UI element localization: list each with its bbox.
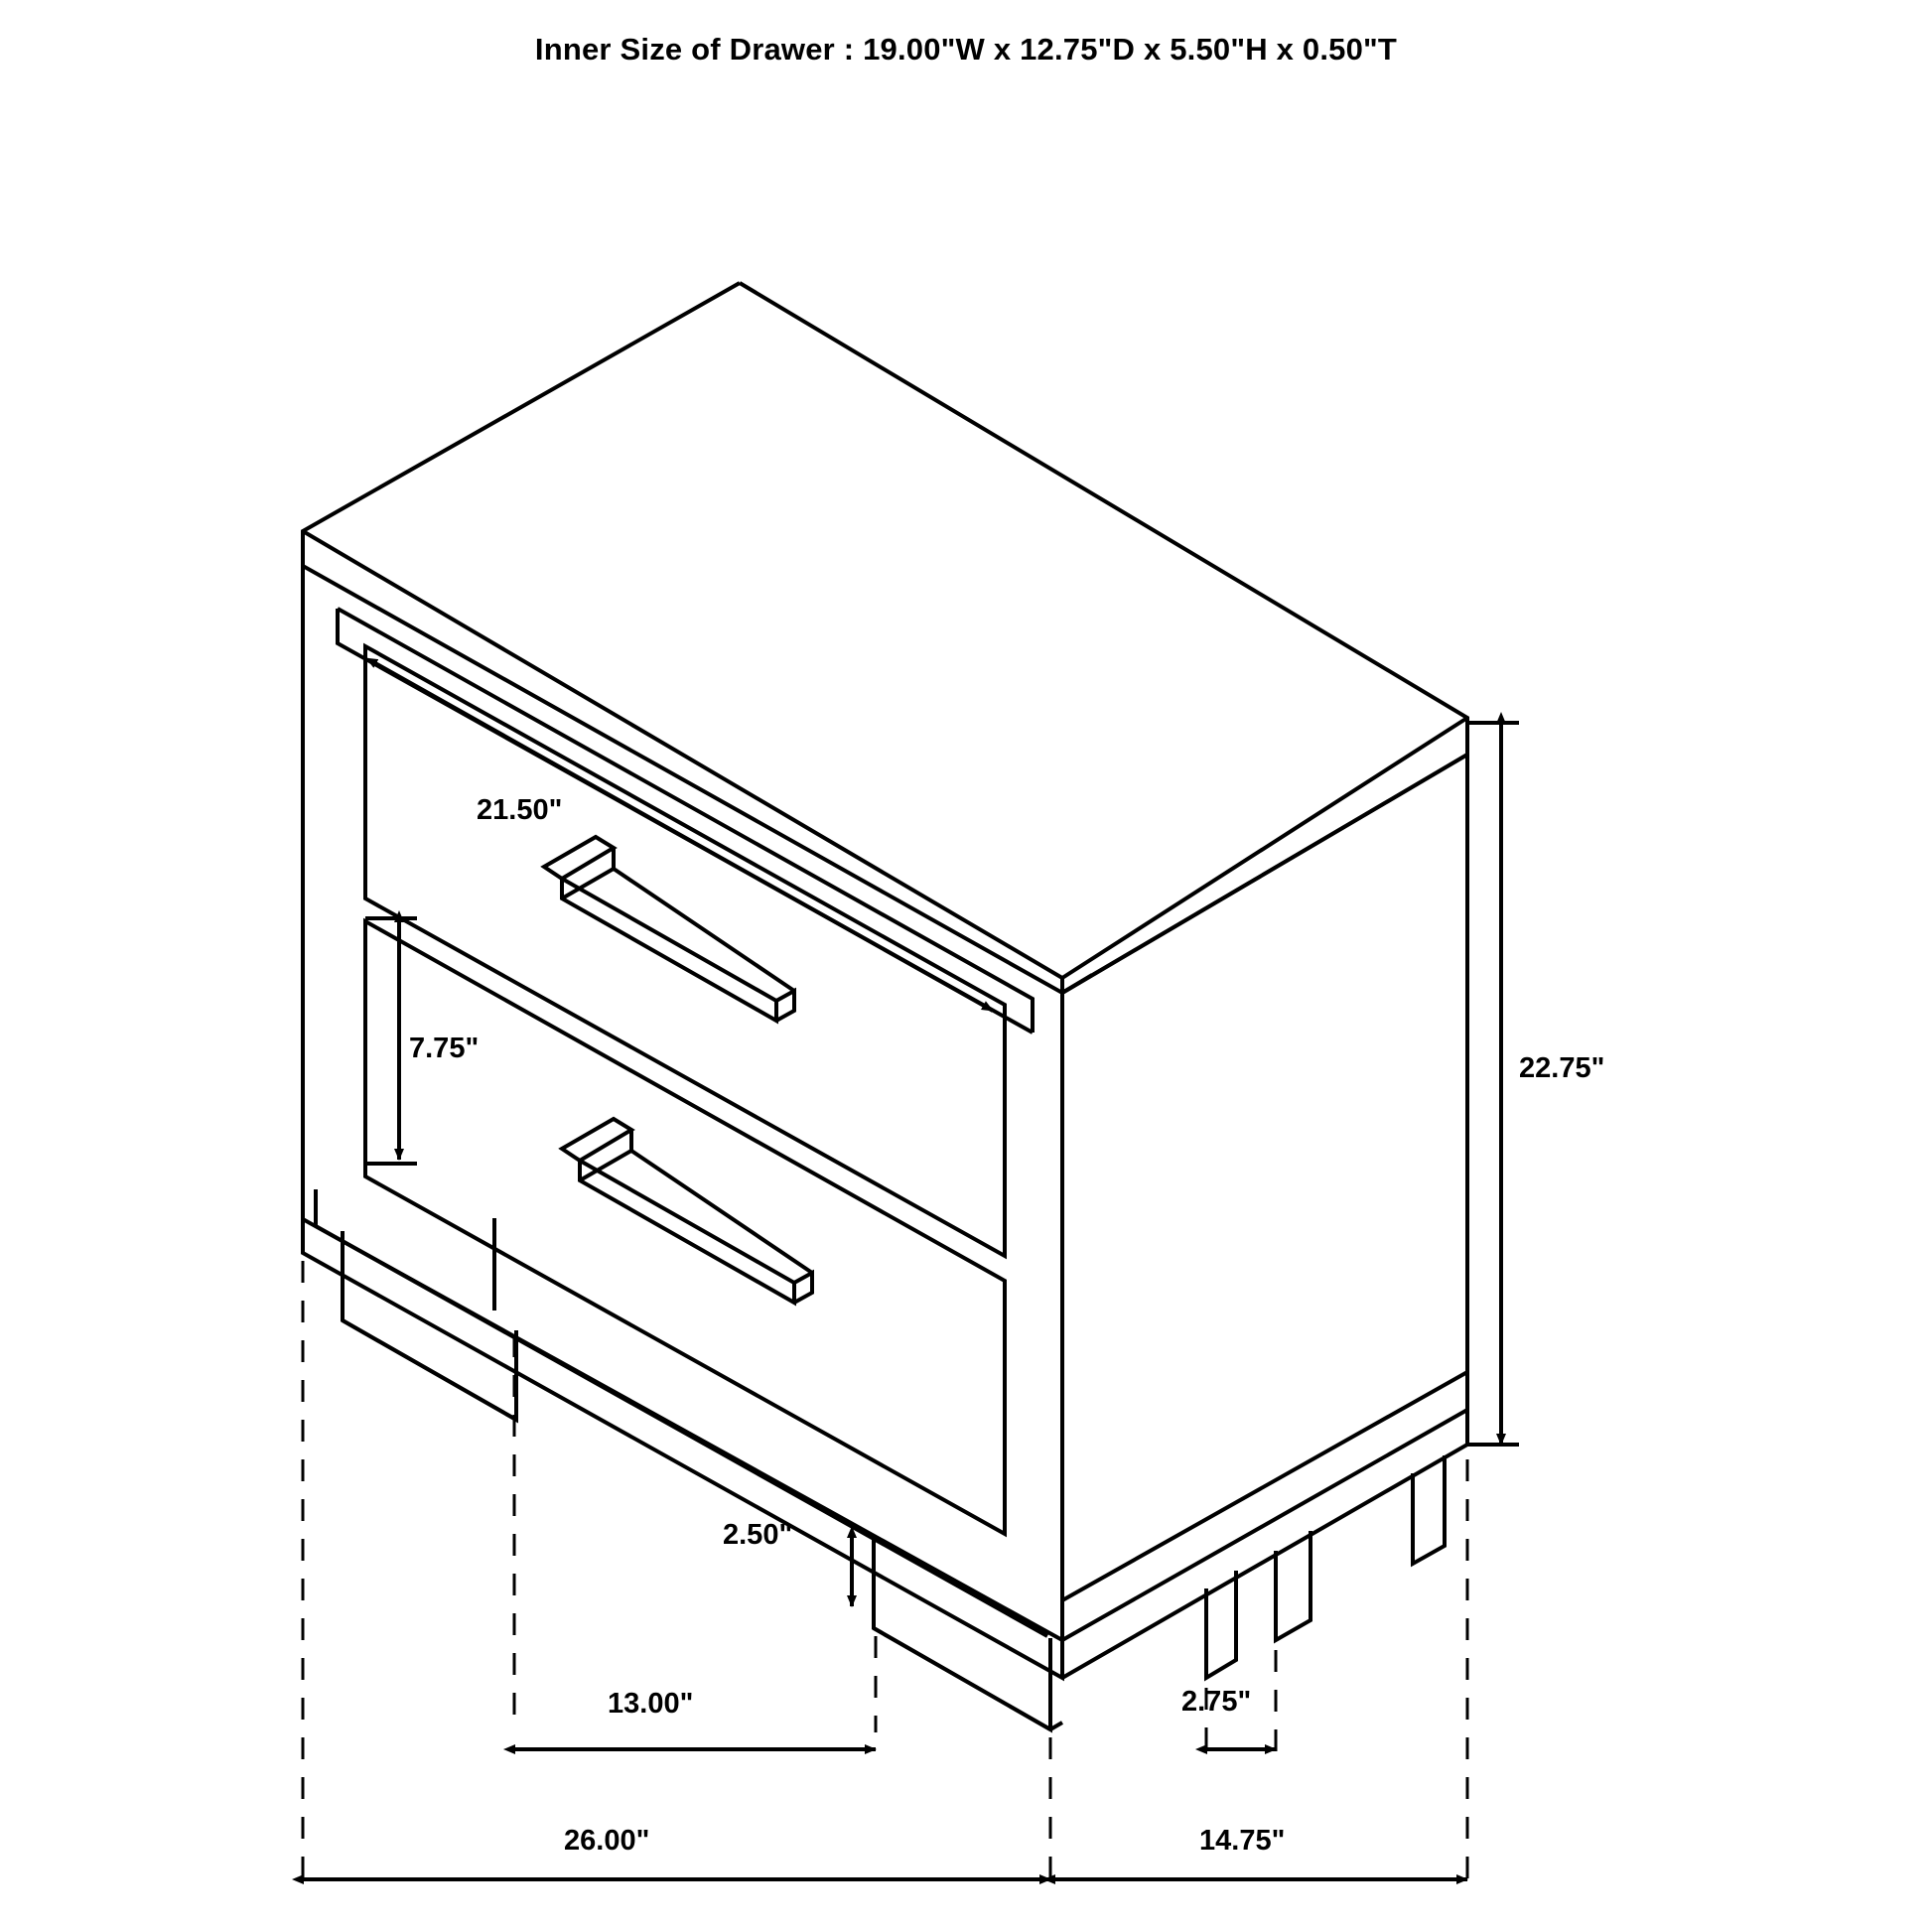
dimension-label-overall-width: 26.00" bbox=[564, 1825, 650, 1857]
drawer-handle-lower bbox=[562, 1119, 812, 1303]
dimension-label-leg-width: 2.75" bbox=[1181, 1686, 1252, 1718]
page-title: Inner Size of Drawer : 19.00"W x 12.75"D x 5.50"H x 0.50"T bbox=[534, 32, 1398, 67]
extension-lines bbox=[303, 1261, 1467, 1886]
dimension-drawer-width bbox=[375, 663, 993, 1011]
dimension-label-leg-inset-width: 13.00" bbox=[608, 1688, 694, 1720]
dimension-label-drawer-width: 21.50" bbox=[477, 794, 563, 826]
nightstand-body bbox=[303, 283, 1467, 1729]
dimension-overall-height bbox=[1467, 723, 1519, 1445]
dimension-label-lower-drawer-height: 7.75" bbox=[409, 1033, 480, 1064]
dimension-label-overall-depth: 14.75" bbox=[1199, 1825, 1286, 1857]
dimension-label-leg-height: 2.50" bbox=[723, 1519, 793, 1551]
dimension-label-overall-height: 22.75" bbox=[1519, 1052, 1605, 1084]
